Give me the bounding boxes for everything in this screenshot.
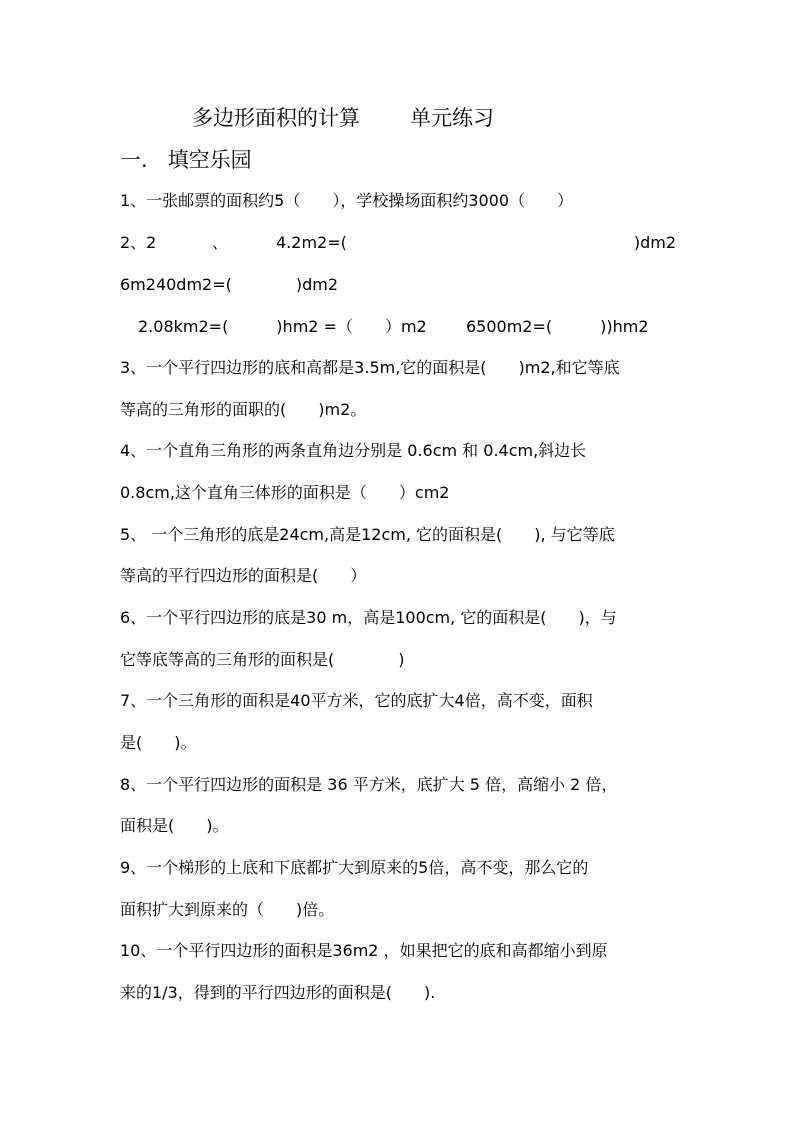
question-1: 1、一张邮票的面积约5（ ），学校操场面积约3000（ ）: [120, 191, 574, 210]
question-6-line-2: 它等底等高的三角形的面积是( ): [120, 650, 405, 669]
section-heading: [120, 146, 252, 174]
question-4-line-1: 4、一个直角三角形的两条直角边分别是 0.6cm 和 0.4cm,斜边长: [120, 441, 587, 460]
question-5-line-2: 等高的平行四边形的面积是( ）: [120, 566, 367, 585]
section-number: 一.: [120, 148, 148, 172]
question-2-conversion-2: 6500m2=( ))hm2: [466, 317, 649, 336]
question-6-line-1: 6、一个平行四边形的底是30 m，高是100cm, 它的面积是( )，与: [120, 608, 617, 627]
question-2-conversion-1: 2.08km2=( )hm2 =（ ）m2: [138, 317, 427, 336]
question-4-line-2: 0.8cm,这个直角三体形的面积是（ ）cm2: [120, 483, 450, 502]
title-part-2: 单元练习: [410, 106, 494, 130]
question-2-separator: 、: [212, 233, 229, 252]
title-part-1: 多边形面积的计算: [192, 106, 360, 130]
question-2-prefix: 2、2: [120, 233, 157, 252]
question-10-line-2: 来的1/3，得到的平行四边形的面积是( ).: [120, 983, 436, 1002]
page-title: [192, 104, 494, 132]
question-9-line-2: 面积扩大到原来的（ )倍。: [120, 900, 335, 919]
question-8-line-1: 8、一个平行四边形的面积是 36 平方米，底扩大 5 倍，高缩小 2 倍，: [120, 775, 618, 794]
question-7-line-1: 7、一个三角形的面积是40平方米，它的底扩大4倍，高不变，面积: [120, 691, 593, 710]
question-9-line-1: 9、一个梯形的上底和下底都扩大到原来的5倍，高不变，那么它的: [120, 858, 589, 877]
question-2-unit-1: )dm2: [633, 233, 676, 252]
question-3-line-2: 等高的三角形的面职的( )m2。: [120, 400, 367, 419]
question-5-line-1: 5、 一个三角形的底是24cm,高是12cm, 它的面积是( ), 与它等底: [120, 525, 615, 544]
question-3-line-1: 3、一个平行四边形的底和高都是3.5m,它的面积是( )m2,和它等底: [120, 358, 620, 377]
question-2-area-1: 4.2m2=(: [276, 233, 347, 252]
question-10-line-1: 10、一个平行四边形的面积是36m2 ，如果把它的底和高都缩小到原: [120, 941, 608, 960]
section-label: 填空乐园: [167, 148, 252, 172]
question-2-line-2: 6m240dm2=( )dm2: [120, 275, 339, 294]
question-7-line-2: 是( )。: [120, 733, 197, 752]
question-8-line-2: 面积是( )。: [120, 816, 229, 835]
